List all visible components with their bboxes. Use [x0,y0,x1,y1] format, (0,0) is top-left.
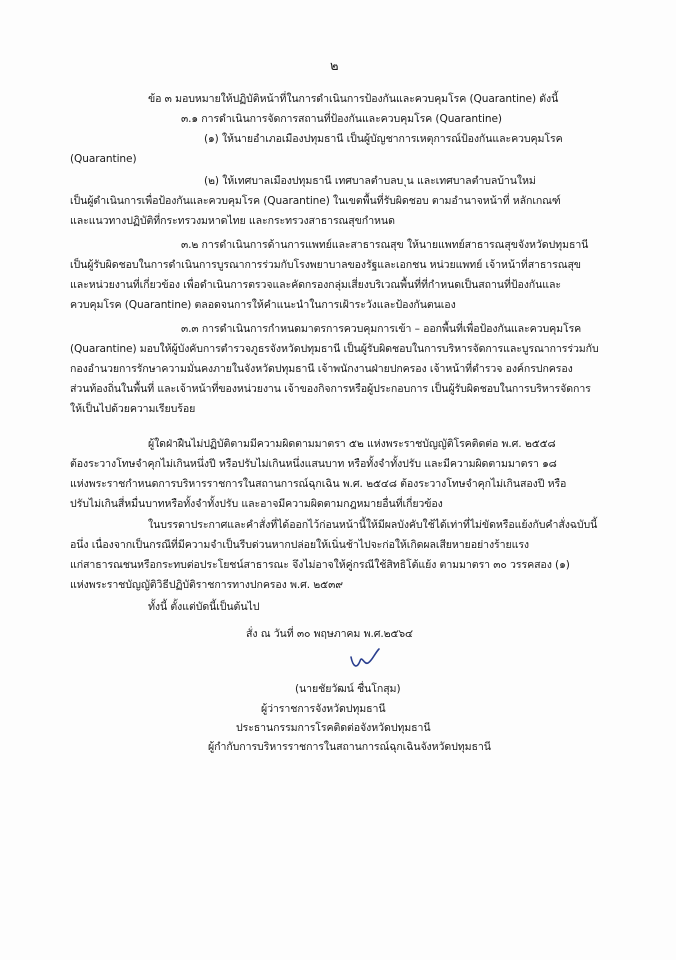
clause-3-3-line-5: ให้เป็นไปด้วยความเรียบร้อย [70,403,196,415]
clause-3-1-2-line-3: และแนวทางปฏิบัติที่กระทรวงมหาดไทย และกระทรวงสาธารณสุขกำหนด [70,215,395,227]
clause-3-1-1-line-2: (Quarantine) [70,153,137,165]
clause-3-1-heading: ๓.๑ การดำเนินการจัดการสถานที่ป้องกันและควบคุมโรค (Quarantine) [181,113,502,125]
signature-mark [345,645,385,675]
penalty-line-2: ต้องระวางโทษจำคุกไม่เกินหนึ่งปี หรือปรับไม่เกินหนึ่งแสนบาท หรือทั้งจำทั้งปรับ และมีความผิดตามมาตรา ๑๘ [70,458,557,470]
clause-3-heading: ข้อ ๓ มอบหมายให้ปฏิบัติหน้าที่ในการดำเนินการป้องกันและควบคุมโรค (Quarantine) ดังนี้ [148,93,559,105]
penalty-line-1: ผู้ใดฝ่าฝืนไม่ปฏิบัติตามมีความผิดตามมาตรา ๕๒ แห่งพระราชบัญญัติโรคติดต่อ พ.ศ. ๒๕๕๘ [148,438,556,450]
signatory-title-2: ประธานกรรมการโรคติดต่อจังหวัดปทุมธานี [236,722,431,734]
clause-3-1-2-line-2: เป็นผู้ดำเนินการเพื่อป้องกันและควบคุมโรค (Quarantine) ในเขตพื้นที่รับผิดชอบ ตามอำนาจหน้าที่ หลักเกณฑ์ [70,195,561,207]
clause-3-2-line-4: ควบคุมโรค (Quarantine) ตลอดจนการให้คำแนะนำในการเฝ้าระวังและป้องกันตนเอง [70,299,456,311]
previous-orders-line-3: แก่สาธารณชนหรือกระทบต่อประโยชน์สาธารณะ จึงไม่อาจให้คู่กรณีใช้สิทธิโต้แย้ง ตามมาตรา ๓๐ วรรคสอง (๑) [70,559,570,571]
signatory-title-3: ผู้กำกับการบริหารราชการในสถานการณ์ฉุกเฉินจังหวัดปทุมธานี [208,741,491,753]
clause-3-2-line-3: และหน่วยงานที่เกี่ยวข้อง เพื่อดำเนินการตรวจและคัดกรองกลุ่มเสี่ยงบริเวณพื้นที่ที่กำหนดเป็นสถานที่ป้องกันและ [70,279,561,291]
previous-orders-line-1: ในบรรดาประกาศและคำสั่งที่ได้ออกไว้ก่อนหน้านี้ให้มีผลบังคับใช้ได้เท่าที่ไม่ขัดหรือแย้งกับคำสั่งฉบับนี้ [148,519,598,531]
signatory-name: (นายชัยวัฒน์ ชื่นโกสุม) [295,683,401,695]
signatory-title-1: ผู้ว่าราชการจังหวัดปทุมธานี [261,703,386,715]
clause-3-2-line-1: ๓.๒ การดำเนินการด้านการแพทย์และสาธารณสุข ให้นายแพทย์สาธารณสุขจังหวัดปทุมธานี [181,239,589,251]
clause-3-1-1-line-1: (๑) ให้นายอำเภอเมืองปทุมธานี เป็นผู้บัญชาการเหตุการณ์ป้องกันและควบคุมโรค [204,133,563,145]
clause-3-2-line-2: เป็นผู้รับผิดชอบในการดำเนินการบูรณาการร่วมกับโรงพยาบาลของรัฐและเอกชน หน่วยแพทย์ เจ้าหน้าที่สาธารณสุข [70,259,581,271]
clause-3-1-2-line-1: (๒) ให้เทศบาลเมืองปทุมธานี เทศบาลตำบลบ ุน และเทศบาลตำบลบ้านใหม่ [204,175,536,187]
clause-3-3-line-1: ๓.๓ การดำเนินการกำหนดมาตรการควบคุมการเข้า – ออกพื้นที่เพื่อป้องกันและควบคุมโรค [181,323,582,335]
clause-3-3-line-2: (Quarantine) มอบให้ผู้บังคับการตำรวจภูธรจังหวัดปทุมธานี เป็นผู้รับผิดชอบในการบริหารจัดการและบูรณาการร่วมกับ [70,343,599,355]
penalty-line-3: แห่งพระราชกำหนดการบริหารราชการในสถานการณ์ฉุกเฉิน พ.ศ. ๒๕๔๘ ต้องระวางโทษจำคุกไม่เกินสองปี หรือ [70,478,567,490]
penalty-line-4: ปรับไม่เกินสี่หมื่นบาทหรือทั้งจำทั้งปรับ และอาจมีความผิดตามกฎหมายอื่นที่เกี่ยวข้อง [70,498,443,510]
page-number: ๒ [330,59,339,74]
clause-3-3-line-4: ส่วนท้องถิ่นในพื้นที่ และเจ้าหน้าที่ของหน่วยงาน เจ้าของกิจการหรือผู้ประกอบการ เป็นผู้รับผิดชอบในการบริหารจัดการ [70,383,591,395]
order-date: สั่ง ณ วันที่ ๓๐ พฤษภาคม พ.ศ.๒๕๖๔ [246,628,413,640]
previous-orders-line-2: อนึ่ง เนื่องจากเป็นกรณีที่มีความจำเป็นรีบด่วนหากปล่อยให้เนิ่นช้าไปจะก่อให้เกิดผลเสียหายอย่างร้ายแรง [70,539,529,551]
clause-3-3-line-3: กองอำนวยการรักษาความมั่นคงภายในจังหวัดปทุมธานี เจ้าพนักงานฝ่ายปกครอง เจ้าหน้าที่ตำรวจ องค์กรปกครอง [70,363,573,375]
effective-date: ทั้งนี้ ตั้งแต่บัดนี้เป็นต้นไป [148,601,260,613]
previous-orders-line-4: แห่งพระราชบัญญัติวิธีปฏิบัติราชการทางปกครอง พ.ศ. ๒๕๓๙ [70,579,343,591]
